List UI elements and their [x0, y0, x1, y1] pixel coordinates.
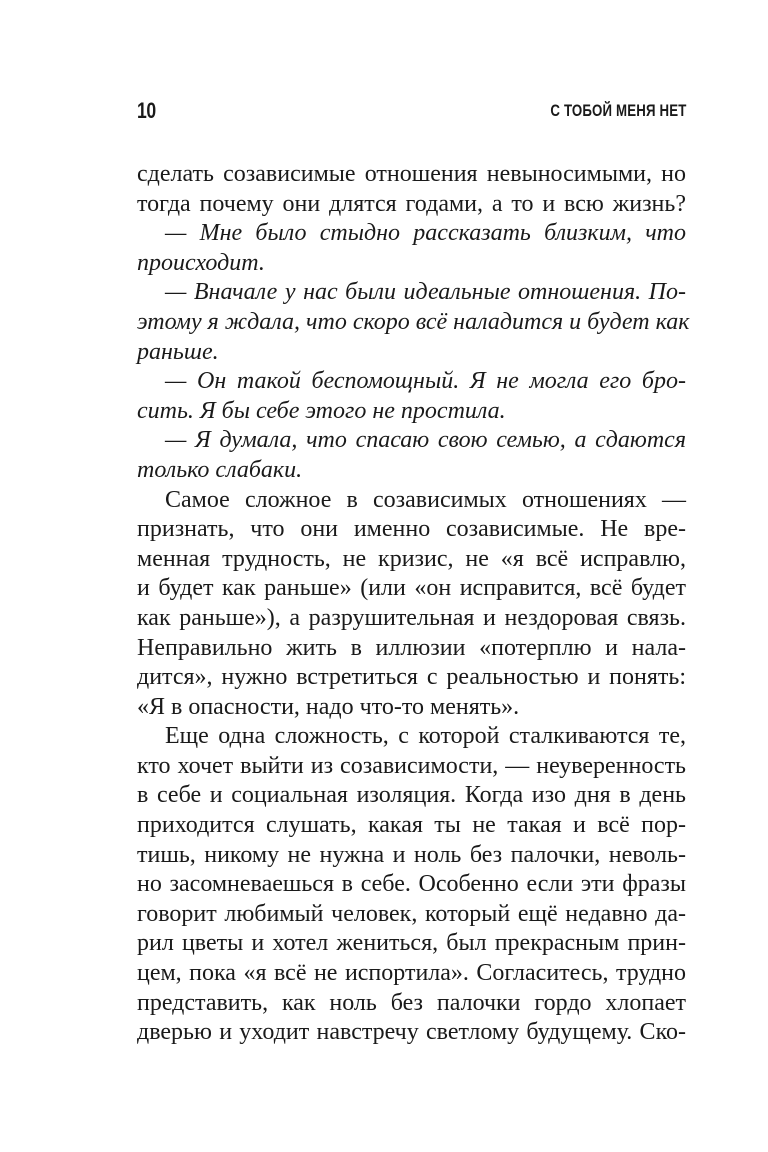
- text-line: признать, что они именно созависимые. Не вре-: [137, 516, 686, 543]
- text-line: тишь, никому не нужна и ноль без палочки, неволь-: [137, 841, 686, 868]
- quote-line: только слабаки.: [137, 456, 303, 483]
- text-line: менная трудность, не кризис, не «я всё исправлю,: [137, 545, 686, 572]
- text-line: и будет как раньше» (или «он исправится, всё будет: [137, 575, 686, 602]
- text-line: сделать созависимые отношения невыносимыми, но: [137, 161, 686, 187]
- text-line: цем, пока «я всё не испортила». Согласитесь, трудно: [137, 960, 686, 987]
- quote-line: — Мне было стыдно рассказать близким, что: [165, 220, 686, 247]
- quote-line: — Я думала, что спасаю свою семью, а сдаются: [165, 427, 686, 454]
- text-line: дится», нужно встретиться с реальностью и понять:: [137, 664, 686, 691]
- text-line: в себе и социальная изоляция. Когда изо дня в день: [137, 782, 686, 809]
- quote-line: сить. Я бы себе этого не простила.: [137, 397, 506, 424]
- text-line: Неправильно жить в иллюзии «потерплю и нала-: [137, 634, 686, 661]
- quote-line: — Он такой беспомощный. Я не могла его бро-: [165, 368, 686, 395]
- text-line: кто хочет выйти из созависимости, — неуверенность: [137, 752, 686, 779]
- text-line: как раньше»), а разрушительная и нездоровая связь.: [137, 604, 686, 631]
- page-header: [137, 98, 686, 128]
- text-line: «Я в опасности, надо что-то менять».: [137, 693, 520, 720]
- text-line: Еще одна сложность, с которой сталкиваются те,: [165, 723, 686, 750]
- text-line: тогда почему они длятся годами, а то и всю жизнь?: [137, 190, 686, 217]
- text-line: дверью и уходит навстречу светлому будущему. Ско-: [137, 1019, 686, 1046]
- text-line: представить, как ноль без палочки гордо хлопает: [137, 989, 686, 1016]
- quote-line: — Вначале у нас были идеальные отношения. По-: [165, 279, 686, 306]
- quote-line: раньше.: [137, 338, 219, 365]
- page-number: 10: [137, 98, 156, 123]
- text-line: но засомневаешься в себе. Особенно если эти фразы: [137, 871, 686, 898]
- quote-line: происходит.: [137, 249, 265, 276]
- text-line: рил цветы и хотел жениться, был прекрасным прин-: [137, 930, 686, 957]
- text-line: говорит любимый человек, который ещё недавно да-: [137, 900, 686, 927]
- running-title: С ТОБОЙ МЕНЯ НЕТ: [549, 101, 686, 120]
- quote-line: этому я ждала, что скоро всё наладится и будет как: [137, 308, 690, 335]
- text-line: приходится слушать, какая ты не такая и всё пор-: [137, 812, 686, 839]
- body-text: [137, 160, 690, 1048]
- text-line: Самое сложное в созависимых отношениях —: [165, 486, 686, 513]
